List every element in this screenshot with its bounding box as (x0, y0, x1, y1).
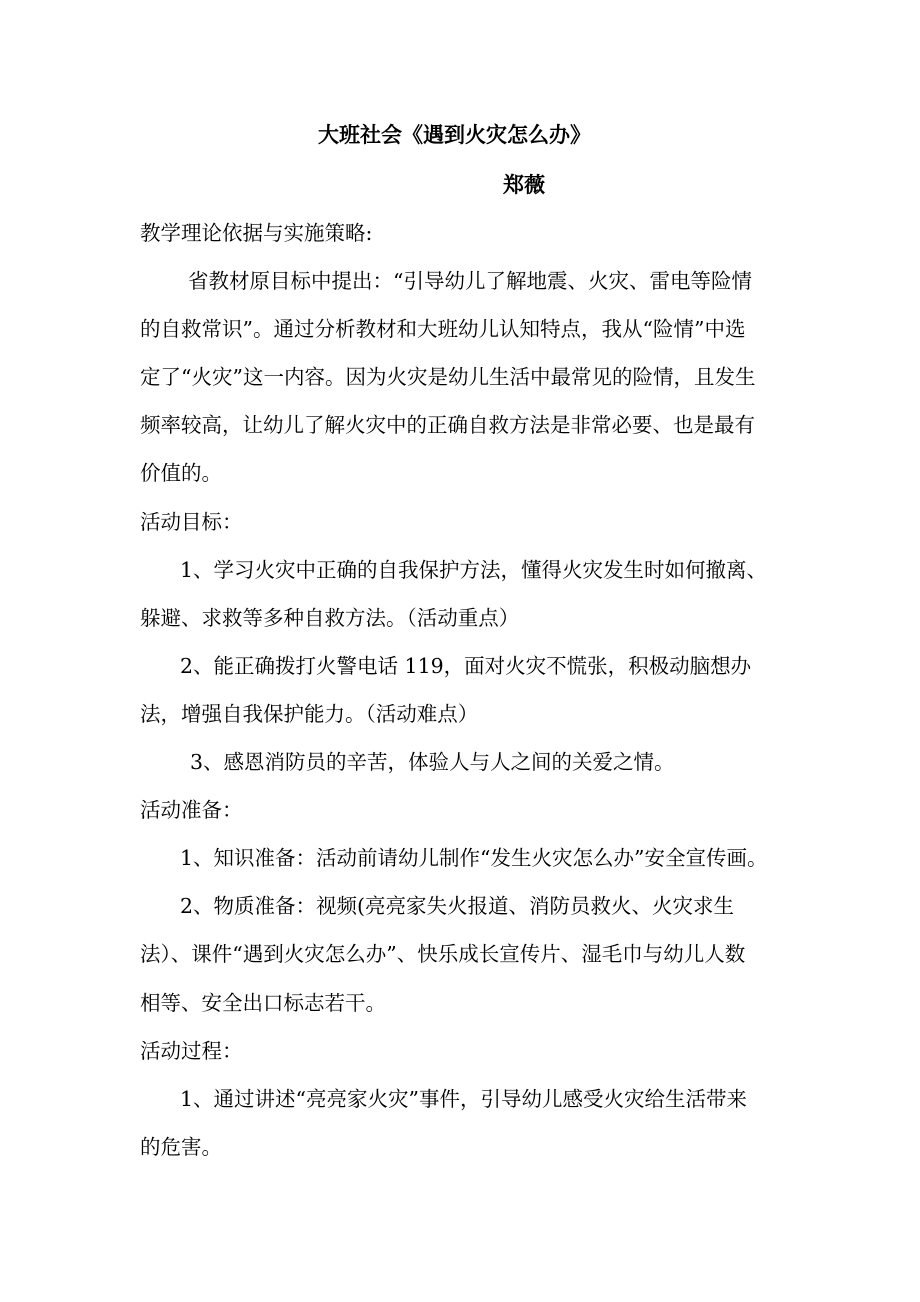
goal-line: 2、能正确拨打火警电话 119，面对火灾不慌张，积极动脑想办 (180, 654, 752, 678)
theory-line: 价值的。 (140, 461, 222, 485)
process-line: 1、通过讲述“亮亮家火灾”事件，引导幼儿感受火灾给生活带来 (180, 1087, 748, 1111)
theory-line: 定了“火灾”这一内容。因为火灾是幼儿生活中最常见的险情，且发生 (140, 365, 756, 389)
prep-heading: 活动准备： (140, 798, 243, 822)
goal-line: 3、感恩消防员的辛苦，体验人与人之间的关爱之情。 (190, 750, 675, 774)
process-line: 的危害。 (140, 1135, 222, 1159)
prep-line: 1、知识准备：活动前请幼儿制作“发生火灾怎么办”安全宣传画。 (180, 846, 768, 870)
process-heading: 活动过程： (140, 1039, 243, 1063)
goal-line: 法，增强自我保护能力。（活动难点） (140, 702, 479, 726)
document-title: 大班社会《遇到火灾怎么办》 (318, 122, 591, 147)
theory-line: 频率较高，让幼儿了解火灾中的正确自救方法是非常必要、也是最有 (140, 413, 755, 437)
prep-line: 法）、课件“遇到火灾怎么办”、快乐成长宣传片、湿毛巾与幼儿人数 (140, 942, 746, 966)
theory-line: 省教材原目标中提出：“引导幼儿了解地震、火灾、雷电等险情 (188, 269, 752, 293)
prep-line: 2、物质准备：视频(亮亮家失火报道、消防员救火、火灾求生 (180, 894, 735, 918)
document-author: 郑薇 (503, 172, 545, 197)
prep-line: 相等、安全出口标志若干。 (140, 991, 386, 1015)
goal-line: 1、学习火灾中正确的自我保护方法，懂得火灾发生时如何撤离、 (180, 558, 768, 582)
theory-heading: 教学理论依据与实施策略: (140, 221, 373, 245)
goals-heading: 活动目标： (140, 510, 243, 534)
goal-line: 躲避、求救等多种自救方法。（活动重点） (140, 606, 520, 630)
theory-line: 的自救常识”。通过分析教材和大班幼儿认知特点，我从“险情”中选 (140, 317, 746, 341)
